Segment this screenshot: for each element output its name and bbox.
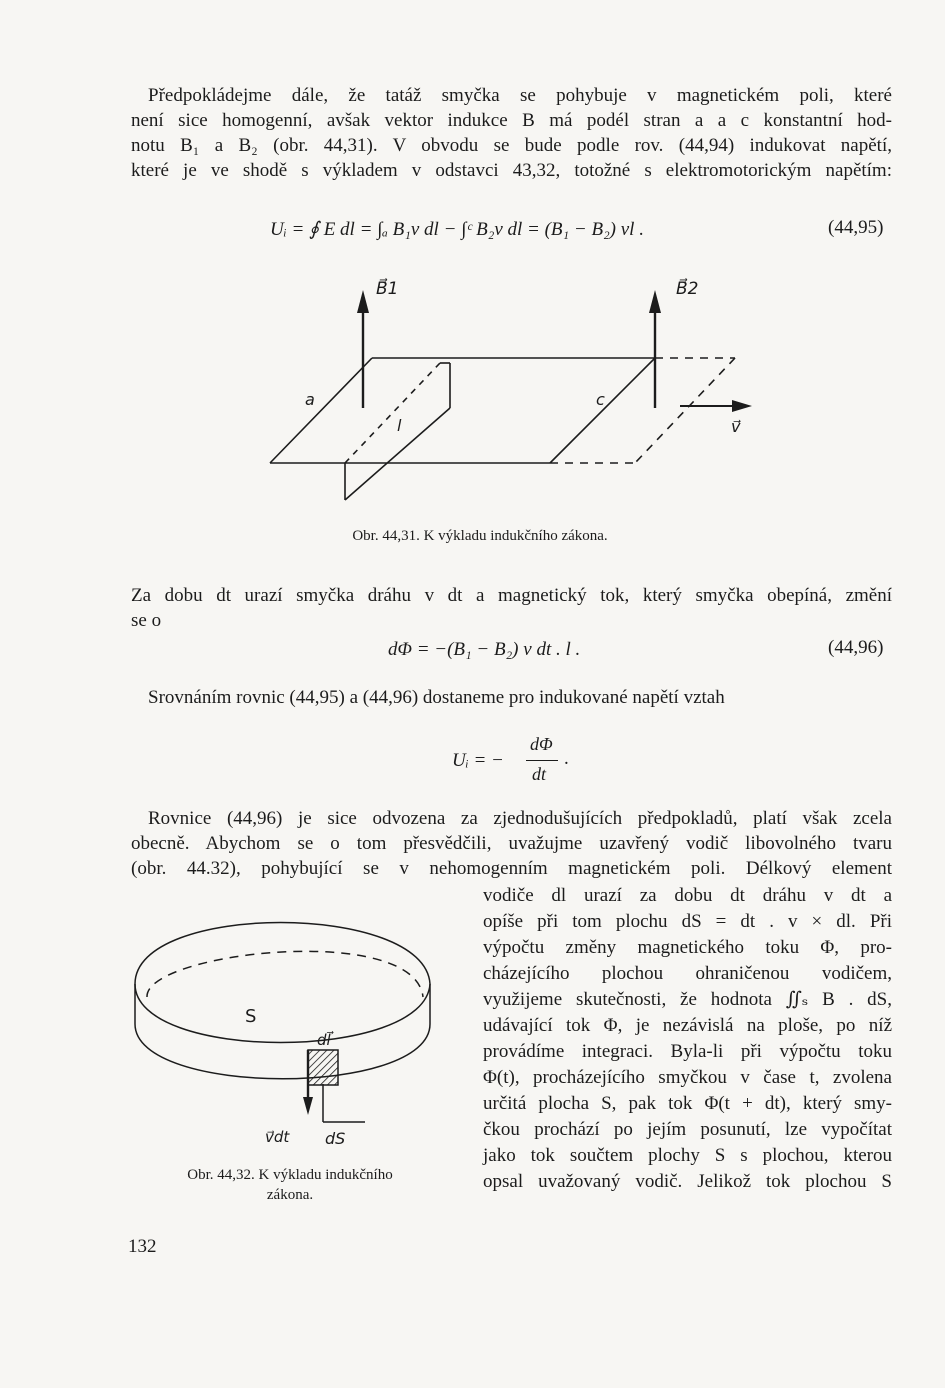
upper-loop-back bbox=[135, 923, 430, 985]
text-line: jako tok součtem plochy S s plochou, kterou bbox=[483, 1145, 892, 1166]
text-line: čkou prochází po jejím posunutí, lze vypočítat bbox=[483, 1119, 892, 1140]
equation-number: (44,95) bbox=[828, 217, 884, 238]
vdt-arrowhead bbox=[303, 1097, 313, 1115]
text-line: obecně. Abychom se o tom přesvědčili, uvažujme uzavřený vodič libovolného tvaru bbox=[131, 833, 892, 854]
label-c: c bbox=[596, 390, 605, 409]
text-line: opsal uvažovaný vodič. Jelikož tok plochou S bbox=[483, 1171, 892, 1192]
label-v: v⃗ bbox=[731, 417, 741, 436]
dashed-side bbox=[635, 358, 735, 463]
text-line: notu B₁ a B₂ (obr. 44,31). V obvodu se bude podle rov. (44,94) indukovat napětí, bbox=[131, 135, 892, 156]
text-line: cházejícího plochou ohraničenou vodičem, bbox=[483, 963, 892, 984]
section-line bbox=[345, 363, 440, 463]
figure-44-32-caption-line1: Obr. 44,32. K výkladu indukčního bbox=[187, 1167, 393, 1183]
label-dl: dl⃗ bbox=[317, 1031, 331, 1049]
b2-arrowhead bbox=[649, 290, 661, 313]
figure-44-32-caption-line2: zákona. bbox=[266, 1187, 314, 1203]
equation-induced-voltage bbox=[452, 734, 602, 790]
label-b2: B⃗2 bbox=[676, 279, 699, 299]
equation-tail: . bbox=[564, 748, 569, 769]
figure-44-31-caption: Obr. 44,31. K výkladu indukčního zákona. bbox=[352, 528, 608, 544]
b1-arrowhead bbox=[357, 290, 369, 313]
page-number: 132 bbox=[128, 1236, 157, 1257]
label-vdt: v⃗dt bbox=[265, 1128, 290, 1146]
side-c bbox=[550, 358, 655, 463]
upper-loop-front bbox=[135, 984, 430, 1043]
equation-44-96: dΦ = −(B₁ − B₂) v dt . l . bbox=[388, 639, 581, 660]
label-s: S bbox=[245, 1006, 257, 1027]
text-line: (obr. 44.32), pohybující se v nehomogenním magnetickém poli. Délkový element bbox=[131, 858, 892, 879]
figure-44-31-diagram bbox=[260, 268, 760, 508]
text-line: udávající tok Φ, je nezávislá na ploše, po níž bbox=[483, 1015, 892, 1036]
side-a bbox=[270, 358, 372, 463]
text-line: využijeme skutečnosti, že hodnota ∬ₛ B . dS, bbox=[483, 989, 892, 1010]
text-line: provádíme integraci. Byla-li při výpočtu toku bbox=[483, 1041, 892, 1062]
equation-44-95: Uᵢ = ∮ E dl = ∫ₐ B₁v dl − ∫ᶜ B₂v dl = (B₁ − B₂) vl . bbox=[270, 219, 644, 240]
text-line: určitá plocha S, pak tok Φ(t + dt), který smy- bbox=[483, 1093, 892, 1114]
equation-numerator: dΦ bbox=[530, 734, 553, 754]
figure-44-32-diagram bbox=[125, 912, 445, 1162]
paragraph-3: Srovnáním rovnic (44,95) a (44,96) dostaneme pro indukované napětí vztah bbox=[148, 687, 725, 708]
ds-patch bbox=[308, 1050, 338, 1085]
text-line: se o bbox=[131, 610, 162, 631]
label-ds: dS bbox=[325, 1129, 346, 1148]
equation-denominator: dt bbox=[532, 764, 547, 784]
text-line: vodiče dl urazí za dobu dt dráhu v dt a bbox=[483, 885, 892, 906]
text-line: výpočtu změny magnetického toku Φ, pro- bbox=[483, 937, 892, 958]
text-line: které je ve shodě s výkladem v odstavci 43,32, totožné s elektromotorickým napětím: bbox=[131, 160, 892, 181]
fraction-bar bbox=[526, 760, 558, 761]
text-line: Předpokládejme dále, že tatáž smyčka se pohybuje v magnetickém poli, které bbox=[148, 85, 892, 106]
text-line: není sice homogenní, avšak vektor indukce B má podél stran a a c konstantní hod- bbox=[131, 110, 892, 131]
v-arrowhead bbox=[732, 400, 752, 412]
equation-number: (44,96) bbox=[828, 637, 884, 658]
upper-loop-hidden bbox=[147, 951, 423, 997]
label-b1: B⃗1 bbox=[376, 279, 399, 299]
text-line: opíše při tom plochu dS = dt . v × dl. Při bbox=[483, 911, 892, 932]
equation-lhs: Uᵢ = − bbox=[452, 750, 504, 771]
text-line: Rovnice (44,96) je sice odvozena za zjednodušujících předpokladů, platí však zcela bbox=[148, 808, 892, 829]
label-l: l bbox=[397, 416, 402, 435]
label-a: a bbox=[305, 390, 315, 409]
text-line: Φ(t), procházejícího smyčkou v čase t, zvolena bbox=[483, 1067, 892, 1088]
lower-loop-front bbox=[135, 1024, 430, 1079]
text-line: Za dobu dt urazí smyčka dráhu v dt a magnetický tok, který smyčka obepíná, změní bbox=[131, 585, 892, 606]
